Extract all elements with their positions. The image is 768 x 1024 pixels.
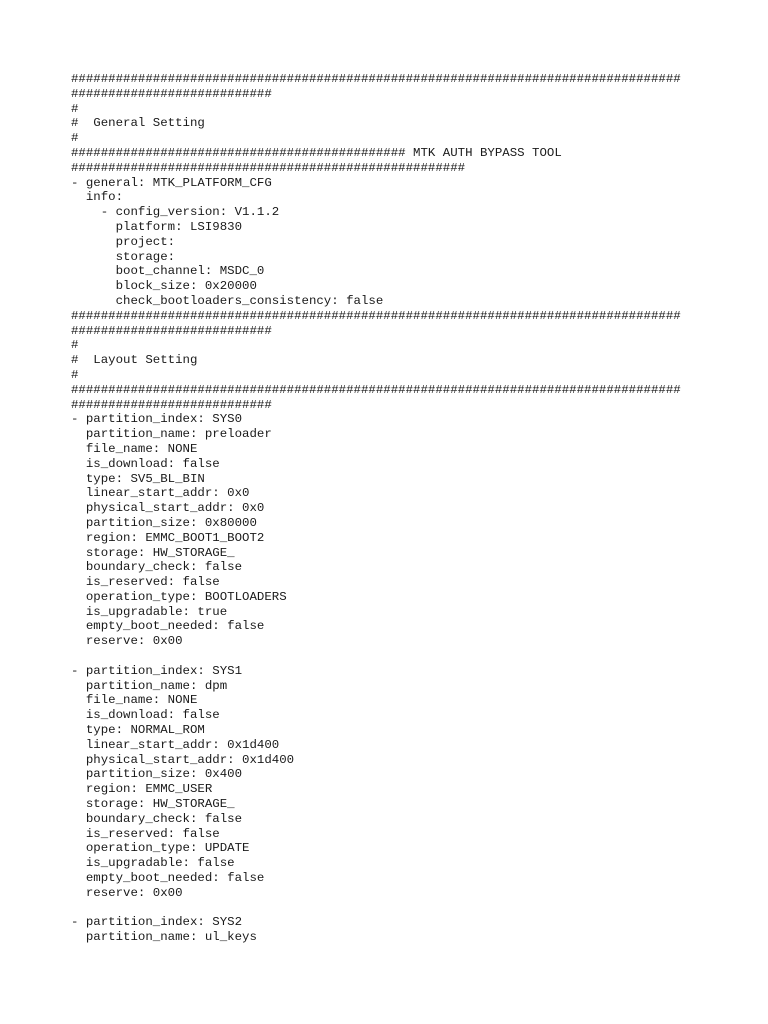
key-value-line: is_upgradable: true (71, 604, 228, 619)
hash-separator-line: ########################### (71, 397, 272, 412)
config-text-block (71, 72, 761, 945)
comment-line: # Layout Setting (71, 353, 198, 368)
key-value-line: type: NORMAL_ROM (71, 723, 205, 738)
key-value-line: storage: (71, 249, 176, 264)
key-value-line: empty_boot_needed: false (71, 871, 265, 886)
key-value-line: reserve: 0x00 (71, 634, 183, 649)
hash-separator-line: ################################################################################## (71, 308, 681, 323)
key-value-line: block_size: 0x20000 (71, 279, 257, 294)
key-value-line: operation_type: BOOTLOADERS (71, 589, 287, 604)
key-value-line: project: (71, 234, 176, 249)
comment-line: # (71, 131, 79, 146)
key-value-line: is_upgradable: false (71, 856, 235, 871)
key-value-line: partition_name: preloader (71, 427, 272, 442)
list-entry-line: - general: MTK_PLATFORM_CFG (71, 175, 272, 190)
key-value-line: file_name: NONE (71, 693, 198, 708)
key-value-line: partition_size: 0x80000 (71, 515, 257, 530)
key-value-line: empty_boot_needed: false (71, 619, 265, 634)
key-value-line: boot_channel: MSDC_0 (71, 264, 265, 279)
key-value-line: is_download: false (71, 708, 220, 723)
key-value-line: region: EMMC_BOOT1_BOOT2 (71, 530, 265, 545)
key-value-line: physical_start_addr: 0x0 (71, 501, 265, 516)
key-value-line: physical_start_addr: 0x1d400 (71, 752, 295, 767)
key-value-line: is_download: false (71, 456, 220, 471)
key-value-line: boundary_check: false (71, 560, 243, 575)
comment-line: # (71, 367, 79, 382)
key-value-line: linear_start_addr: 0x1d400 (71, 737, 280, 752)
list-entry-line: - config_version: V1.1.2 (71, 205, 280, 220)
key-value-line: storage: HW_STORAGE_ (71, 545, 235, 560)
hash-separator-line: ##################################################### (71, 160, 466, 175)
key-value-line: reserve: 0x00 (71, 885, 183, 900)
key-value-line: region: EMMC_USER (71, 782, 213, 797)
key-value-line: type: SV5_BL_BIN (71, 471, 205, 486)
hash-separator-line: ################################################################################## (71, 382, 681, 397)
blank-line (71, 649, 761, 664)
comment-line: # (71, 338, 79, 353)
hash-separator-line: ########################### (71, 323, 272, 338)
blank-line (71, 901, 761, 916)
key-value-line: info: (71, 190, 124, 205)
hash-separator-line: ################################################################################## (71, 72, 681, 86)
key-value-line: partition_name: dpm (71, 678, 228, 693)
comment-line: # General Setting (71, 116, 205, 131)
key-value-line: check_bootloaders_consistency: false (71, 293, 384, 308)
comment-line: # (71, 101, 79, 116)
key-value-line: storage: HW_STORAGE_ (71, 797, 235, 812)
key-value-line: file_name: NONE (71, 441, 198, 456)
key-value-line: is_reserved: false (71, 826, 220, 841)
key-value-line: operation_type: UPDATE (71, 841, 250, 856)
key-value-line: partition_size: 0x400 (71, 767, 243, 782)
key-value-line: linear_start_addr: 0x0 (71, 486, 250, 501)
list-entry-line: - partition_index: SYS1 (71, 663, 243, 678)
comment-line: ############################################# MTK AUTH BYPASS TOOL (71, 145, 562, 160)
key-value-line: partition_name: ul_keys (71, 930, 257, 945)
list-entry-line: - partition_index: SYS0 (71, 412, 243, 427)
hash-separator-line: ########################### (71, 86, 272, 101)
list-entry-line: - partition_index: SYS2 (71, 915, 243, 930)
key-value-line: boundary_check: false (71, 811, 243, 826)
key-value-line: platform: LSI9830 (71, 219, 243, 234)
key-value-line: is_reserved: false (71, 575, 220, 590)
